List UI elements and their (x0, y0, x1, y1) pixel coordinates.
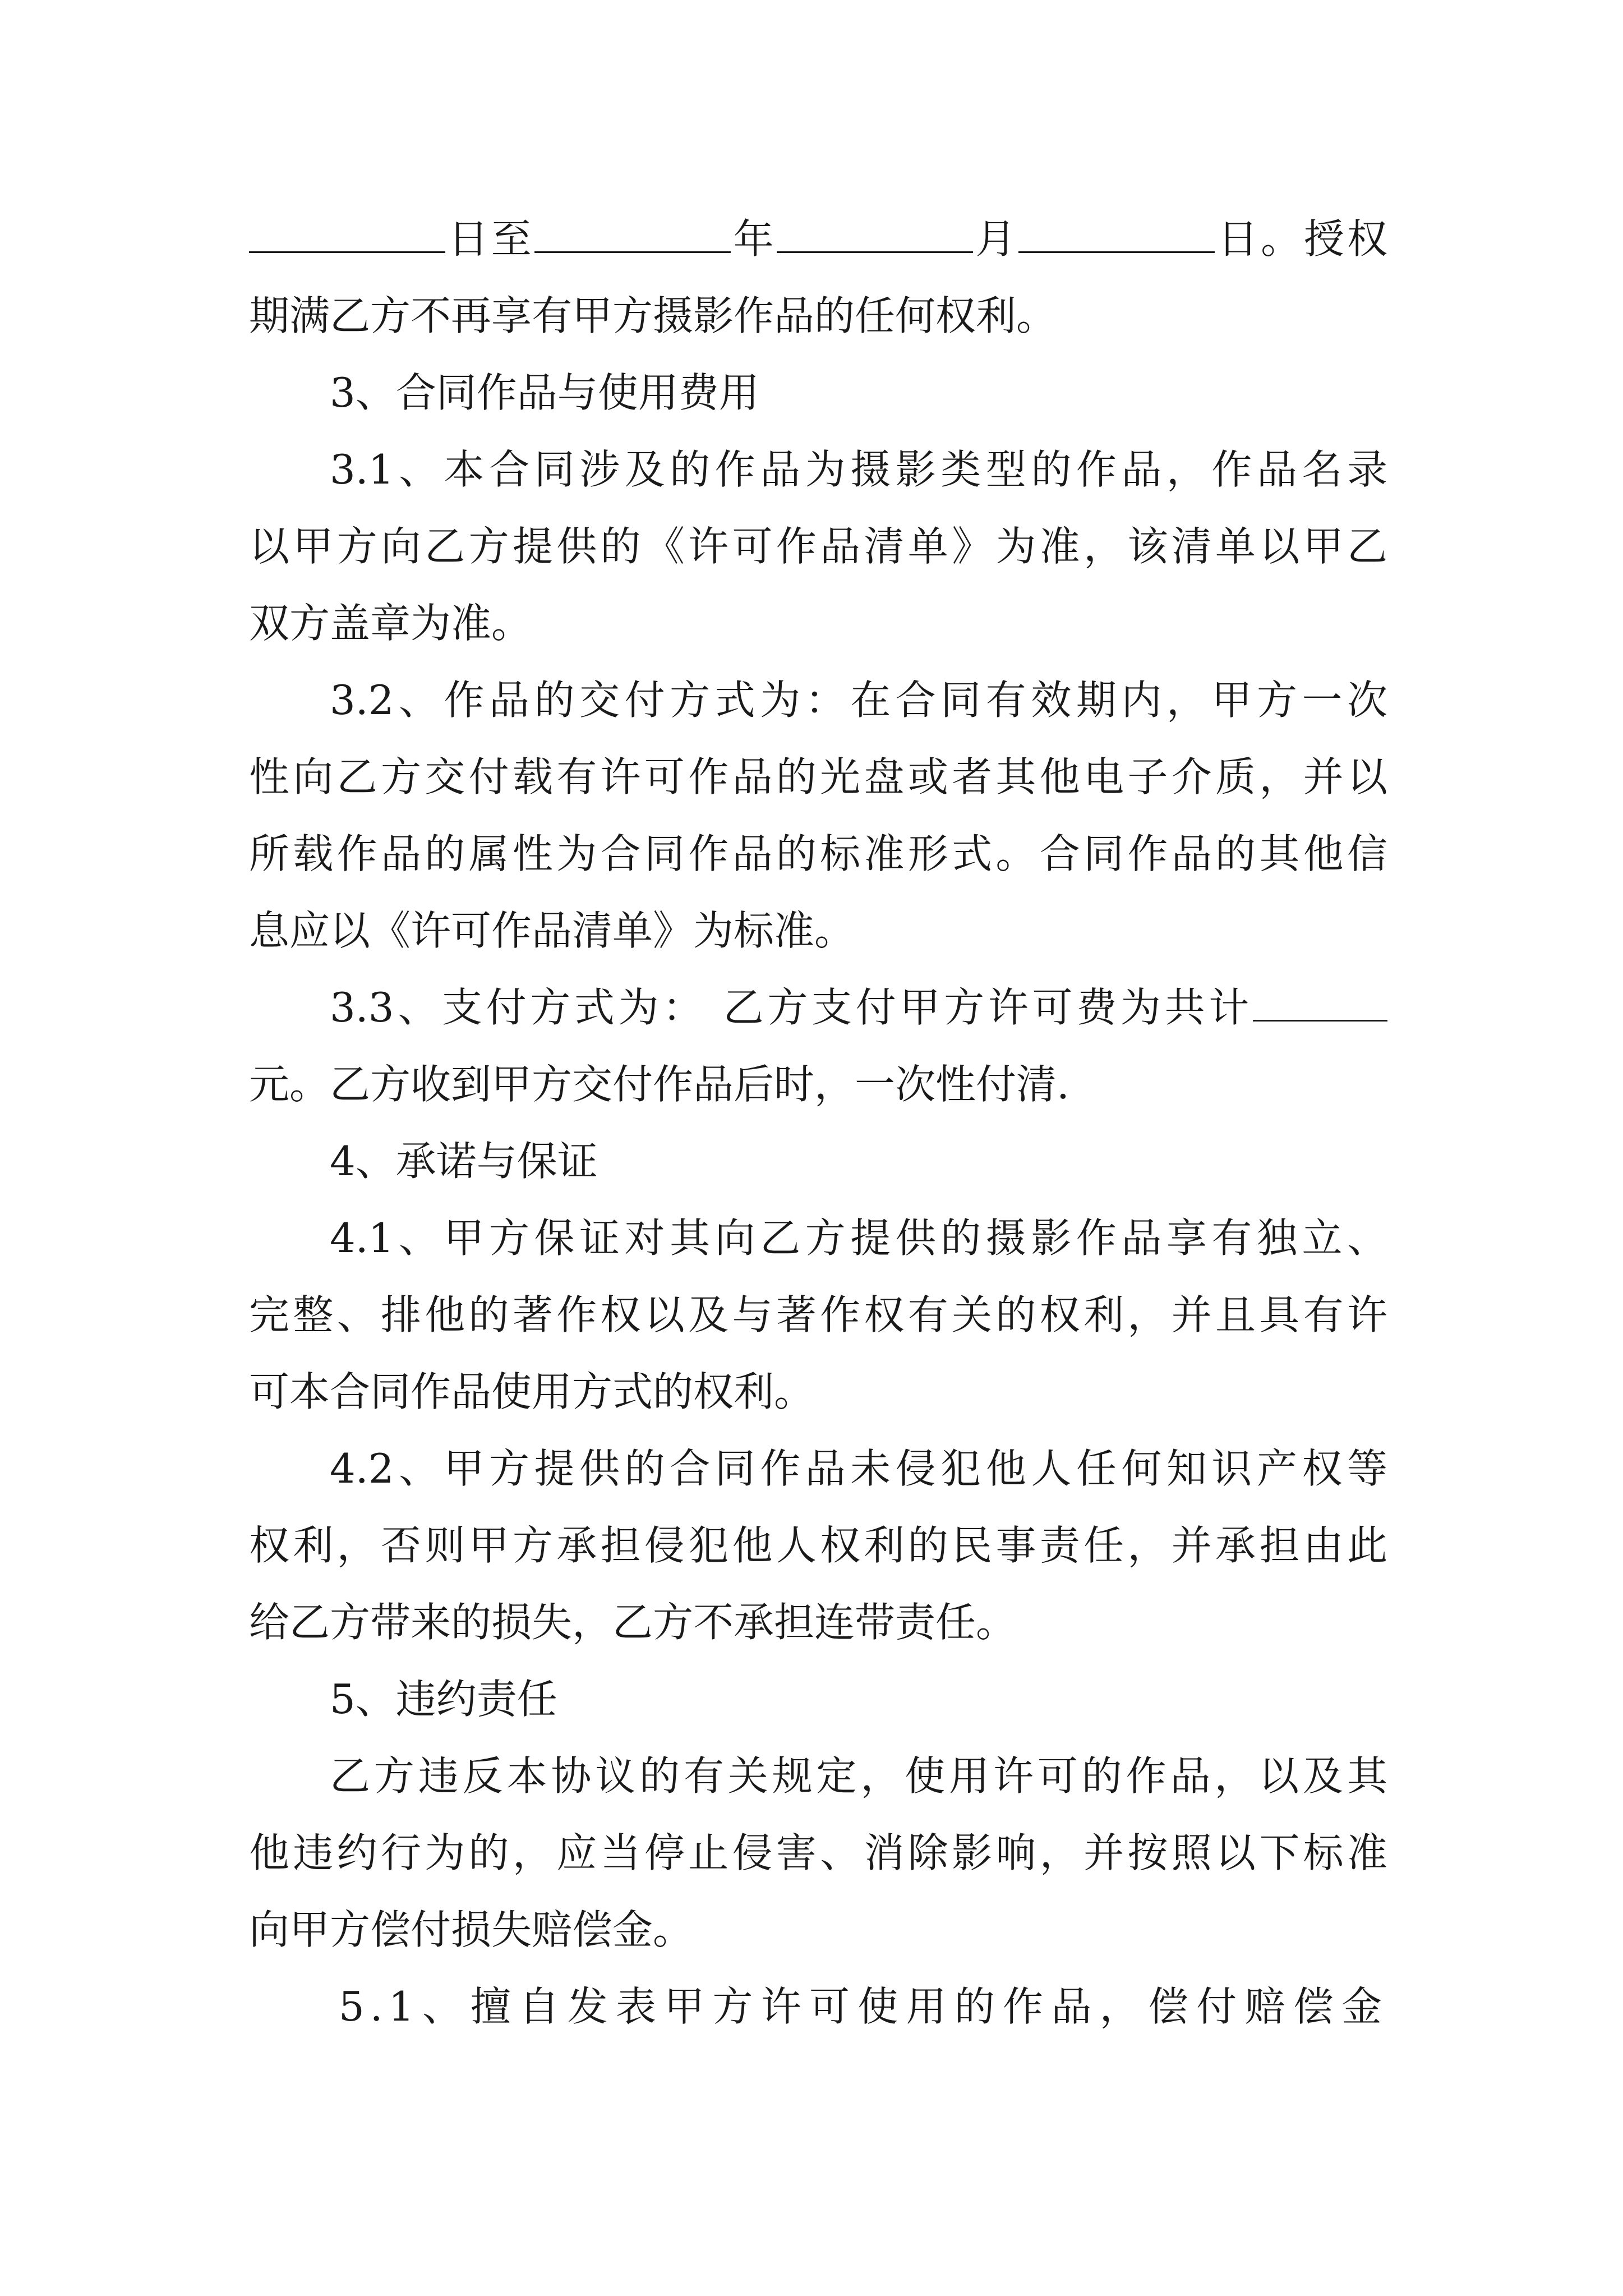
section-heading: 4、承诺与保证 (330, 1138, 598, 1185)
paragraph-line: 以甲方向乙方提供的《许可作品清单》为准，该清单以甲乙 (249, 523, 1387, 570)
paragraph-line: 乙方违反本协议的有关规定，使用许可的作品，以及其 (330, 1752, 1387, 1800)
blank-field (1018, 212, 1215, 253)
paragraph-line: 息应以《许可作品清单》为标准。 (249, 907, 855, 954)
paragraph-line: 给乙方带来的损失，乙方不承担连带责任。 (249, 1599, 1017, 1646)
blank-field (777, 212, 973, 253)
text-fragment: 3.3、支付方式为： 乙方支付甲方许可费为共计 (330, 984, 1253, 1031)
paragraph-line: 完整、排他的著作权以及与著作权有关的权利，并且具有许 (249, 1291, 1387, 1338)
paragraph-line: 4.1、甲方保证对其向乙方提供的摄影作品享有独立、 (330, 1214, 1387, 1262)
paragraph-line: 3.1、本合同涉及的作品为摄影类型的作品，作品名录 (330, 446, 1387, 493)
date-range-line (249, 201, 1387, 278)
document-body (249, 201, 1387, 2045)
paragraph-line: 5.1、擅自发表甲方许可使用的作品，偿付赔偿金 (339, 1983, 1387, 2030)
blank-field (249, 212, 445, 253)
paragraph-line: 权利，否则甲方承担侵犯他人权利的民事责任，并承担由此 (249, 1522, 1387, 1569)
section-heading: 5、违约责任 (330, 1676, 557, 1723)
paragraph-line: 性向乙方交付载有许可作品的光盘或者其他电子介质，并以 (249, 753, 1387, 800)
payment-line (249, 969, 1387, 1046)
text-fragment: 日至 (445, 215, 534, 263)
paragraph-line: 他违约行为的，应当停止侵害、消除影响，并按照以下标准 (249, 1829, 1387, 1876)
paragraph-line: 3.2、作品的交付方式为：在合同有效期内，甲方一次 (330, 677, 1387, 724)
paragraph-line: 期满乙方不再享有甲方摄影作品的任何权利。 (249, 292, 1057, 339)
paragraph-line: 双方盖章为准。 (249, 600, 532, 647)
text-fragment: 年 (730, 215, 777, 263)
text-fragment: 日。授权 (1215, 215, 1387, 263)
paragraph-line: 4.2、甲方提供的合同作品未侵犯他人任何知识产权等 (330, 1445, 1387, 1492)
paragraph-line: 元。乙方收到甲方交付作品后时，一次性付清. (249, 1061, 1069, 1108)
text-fragment: 月 (972, 215, 1019, 263)
blank-field (534, 212, 731, 253)
paragraph-line: 所载作品的属性为合同作品的标准形式。合同作品的其他信 (249, 830, 1387, 877)
section-heading: 3、合同作品与使用费用 (330, 369, 759, 416)
paragraph-line: 向甲方偿付损失赔偿金。 (249, 1906, 694, 1953)
blank-field (1253, 981, 1387, 1022)
paragraph-line: 可本合同作品使用方式的权利。 (249, 1368, 815, 1415)
